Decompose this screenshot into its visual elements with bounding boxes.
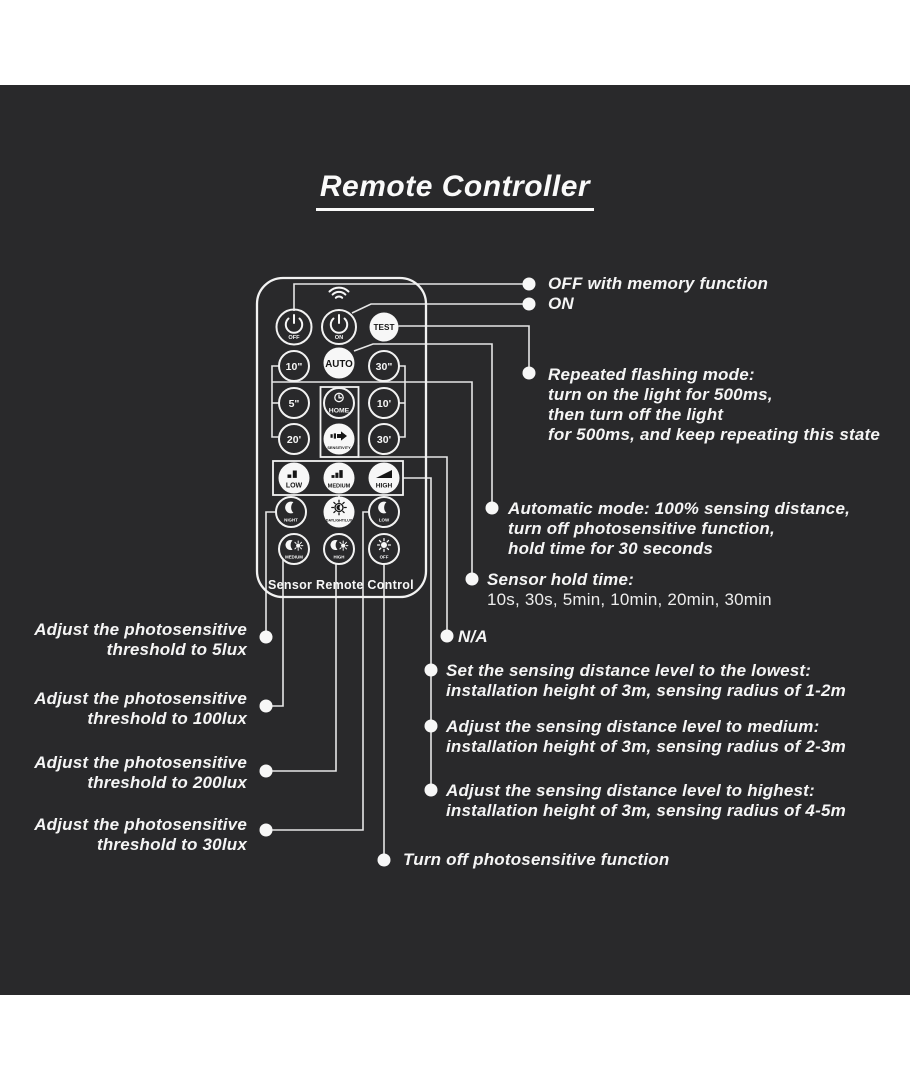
bullet-200lux <box>260 765 273 778</box>
svg-text:MEDIUM: MEDIUM <box>327 483 351 490</box>
button-auto[interactable] <box>324 348 355 379</box>
bracket-timers-left <box>272 366 279 437</box>
bullet-automatic <box>486 502 499 515</box>
svg-text:AUTO: AUTO <box>325 358 353 370</box>
clock-icon <box>335 393 343 401</box>
bullet-hold-time <box>466 573 479 586</box>
bullet-photo-off <box>378 854 391 867</box>
annotation-photo-off: Turn off photosensitive function <box>403 850 670 869</box>
power-icon <box>331 315 347 333</box>
wifi-icon <box>330 288 349 298</box>
power-icon <box>286 315 302 333</box>
svg-text:LOW: LOW <box>378 517 390 523</box>
svg-text:10": 10" <box>285 360 303 373</box>
page-title: Remote Controller <box>316 170 594 211</box>
svg-text:OFF: OFF <box>379 554 389 560</box>
button-power-off[interactable] <box>277 310 312 345</box>
connector-night-5lux <box>266 512 276 637</box>
button-30m[interactable] <box>369 424 399 454</box>
svg-text:30": 30" <box>375 360 393 373</box>
svg-text:TEST: TEST <box>373 323 395 332</box>
bullet-flashing <box>523 367 536 380</box>
bullet-on <box>523 298 536 311</box>
svg-text:SENSITIVITY: SENSITIVITY <box>327 445 351 450</box>
button-power-on[interactable] <box>322 310 356 344</box>
button-home[interactable] <box>324 388 354 418</box>
annotation-5lux: Adjust the photosensitive threshold to 5lux <box>34 620 247 659</box>
button-distance-high[interactable] <box>369 463 400 494</box>
button-sensitivity[interactable] <box>324 424 355 455</box>
button-30s[interactable] <box>369 351 399 381</box>
button-10s[interactable] <box>279 351 309 381</box>
annotation-30lux: Adjust the photosensitive threshold to 30lux <box>34 815 247 854</box>
sun-moon-icon <box>332 500 346 514</box>
bullet-5lux <box>260 631 273 644</box>
button-photo-high[interactable] <box>324 534 354 564</box>
connector-high-200lux <box>266 563 336 771</box>
svg-text:DAYLIGHT/LUX: DAYLIGHT/LUX <box>325 518 353 523</box>
button-distance-medium[interactable] <box>324 463 355 494</box>
bullet-distance-lowest <box>425 664 438 677</box>
button-photo-medium[interactable] <box>279 534 309 564</box>
annotation-na: N/A <box>458 627 488 646</box>
svg-text:HIGH: HIGH <box>333 554 345 560</box>
svg-text:10': 10' <box>376 397 392 410</box>
connector-off-memory <box>294 284 529 311</box>
bullet-distance-highest <box>425 784 438 797</box>
annotation-automatic: Automatic mode: 100% sensing distance, turn off photosensitive function, hold time for 30 seconds <box>508 499 851 558</box>
annotation-on: ON <box>548 294 574 313</box>
svg-text:NIGHT: NIGHT <box>284 517 298 523</box>
svg-text:HIGH: HIGH <box>375 482 393 490</box>
button-distance-low[interactable] <box>279 463 310 494</box>
annotation-distance-medium: Adjust the sensing distance level to medium: installation height of 3m, sensing radius of 2-3m <box>446 717 846 756</box>
sun-icon <box>378 539 391 552</box>
bullet-100lux <box>260 700 273 713</box>
moon-sun-icon <box>331 540 348 550</box>
button-daylight-lux[interactable] <box>324 497 355 528</box>
connector-on <box>352 304 529 313</box>
annotation-hold-time: Sensor hold time: 10s, 30s, 5min, 10min, 20min, 30min <box>487 570 772 609</box>
button-photo-low[interactable] <box>369 497 399 527</box>
bullet-off-memory <box>523 278 536 291</box>
moon-sun-icon <box>286 540 303 550</box>
remote-footer-label: Sensor Remote Control <box>268 578 414 592</box>
svg-text:ON: ON <box>334 335 344 341</box>
bullet-na <box>441 630 454 643</box>
button-night[interactable] <box>276 497 306 527</box>
moon-icon <box>378 502 386 514</box>
button-10m[interactable] <box>369 388 399 418</box>
annotation-100lux: Adjust the photosensitive threshold to 100lux <box>34 689 247 728</box>
svg-text:MEDIUM: MEDIUM <box>285 554 303 560</box>
bullet-30lux <box>260 824 273 837</box>
annotation-distance-highest: Adjust the sensing distance level to highest: installation height of 3m, sensing radius of 4-5m <box>446 781 846 820</box>
button-20m[interactable] <box>279 424 309 454</box>
annotation-200lux: Adjust the photosensitive threshold to 200lux <box>34 753 247 792</box>
svg-text:LOW: LOW <box>285 482 303 490</box>
connector-low-30lux <box>266 512 369 830</box>
button-test[interactable] <box>370 313 399 342</box>
annotation-flashing: Repeated flashing mode: turn on the light for 500ms, then turn off the light for 500ms, and keep repeating this state <box>548 365 881 444</box>
connector-test-flashing <box>399 326 530 373</box>
svg-text:30': 30' <box>376 433 392 446</box>
annotation-distance-lowest: Set the sensing distance level to the lowest: installation height of 3m, sensing radius of 1-2m <box>446 661 846 700</box>
svg-text:20': 20' <box>286 433 302 446</box>
svg-text:HOME: HOME <box>328 407 350 415</box>
svg-text:OFF: OFF <box>288 335 300 341</box>
svg-text:5": 5" <box>288 397 300 410</box>
bullet-distance-medium <box>425 720 438 733</box>
button-5s[interactable] <box>279 388 309 418</box>
annotation-off-memory: OFF with memory function <box>548 274 769 293</box>
moon-icon <box>285 502 293 514</box>
button-photo-off[interactable] <box>369 534 399 564</box>
